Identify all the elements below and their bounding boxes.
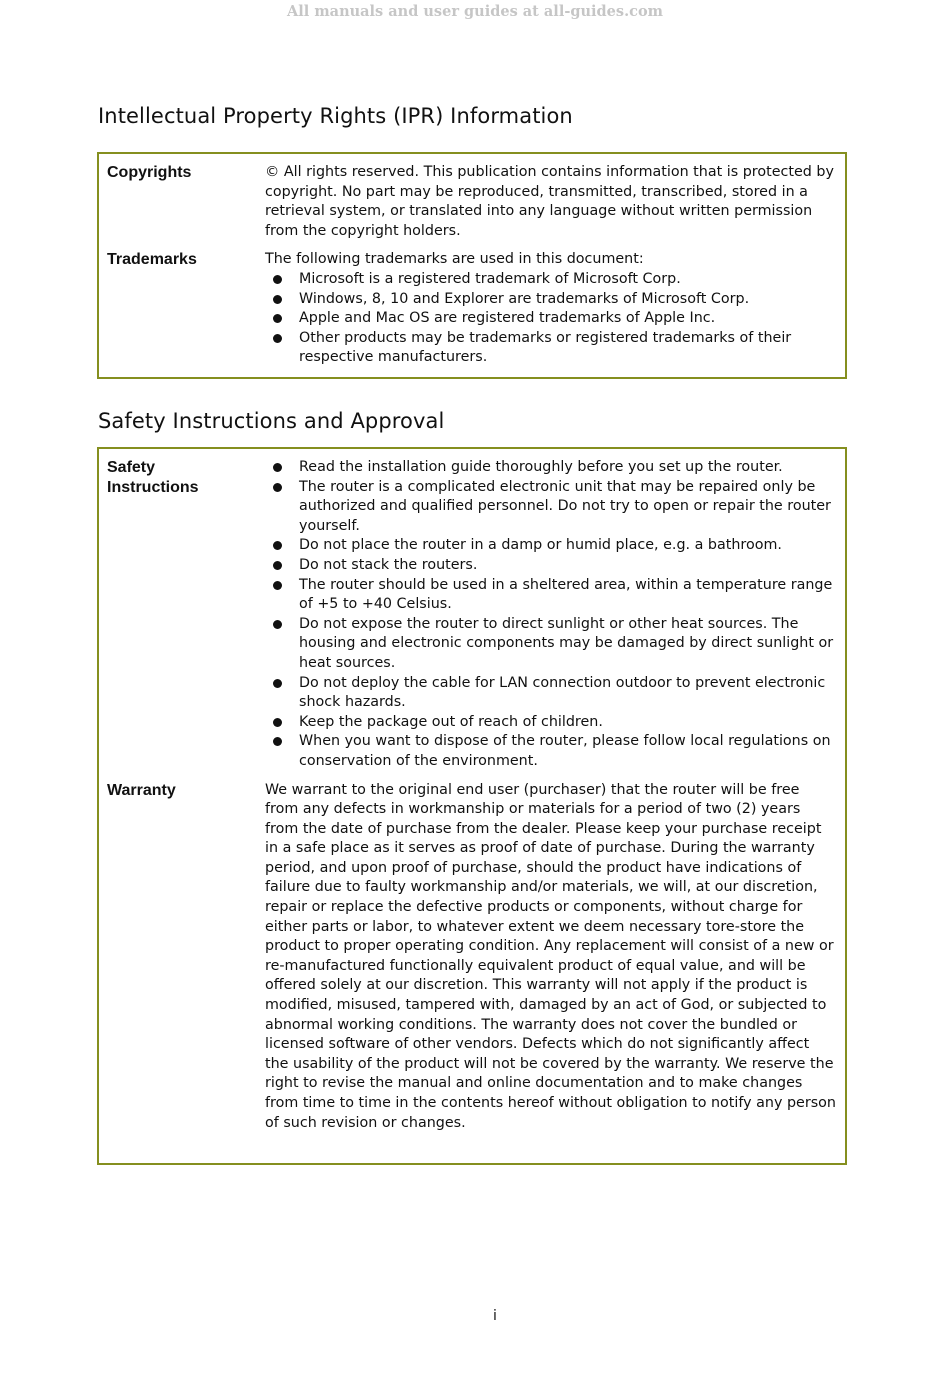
bullet-dot-icon (273, 275, 282, 284)
bullet-dot-icon (273, 737, 282, 746)
copyrights-label: Copyrights (107, 164, 192, 181)
safety-instructions-row (107, 458, 837, 772)
warranty-row (107, 781, 837, 1134)
bullet-dot-icon (273, 314, 282, 323)
bullet-dot-icon (273, 679, 282, 688)
bullet-dot-icon (273, 483, 282, 492)
bullet-dot-icon (273, 561, 282, 570)
bullet-dot-icon (273, 463, 282, 472)
list-item (265, 329, 837, 368)
safety-item-text: Do not deploy the cable for LAN connection outdoor to prevent electronic shock hazards. (299, 674, 826, 711)
safety-instructions-list (265, 458, 837, 772)
safety-item-text: Do not stack the routers. (299, 556, 478, 573)
warranty-label: Warranty (107, 781, 176, 799)
bullet-dot-icon (273, 581, 282, 590)
safety-item-text: Read the installation guide thoroughly before you set up the router. (299, 459, 783, 475)
list-item (265, 674, 837, 713)
trademarks-row (107, 250, 837, 368)
list-item (265, 478, 837, 537)
bullet-dot-icon (273, 541, 282, 550)
list-item (265, 290, 837, 310)
trademarks-content (265, 250, 837, 368)
list-item (265, 536, 837, 556)
trademark-item-text: Apple and Mac OS are registered trademarks of Apple Inc. (299, 310, 716, 327)
safety-item-text: The router should be used in a sheltered area, within a temperature range of +5 to +40 Celsius. (299, 576, 833, 613)
watermark-text: All manuals and user guides at all-guides.com (287, 3, 663, 20)
trademark-item-text: Other products may be trademarks or registered trademarks of their respective manufacturers. (299, 329, 792, 366)
safety-info-box (97, 447, 847, 1165)
ipr-info-box (97, 152, 847, 379)
list-item (265, 270, 837, 290)
trademarks-list (265, 270, 837, 368)
list-item (265, 309, 837, 329)
safety-item-text: Do not place the router in a damp or humid place, e.g. a bathroom. (299, 537, 782, 554)
trademarks-intro: The following trademarks are used in this document: (265, 251, 644, 268)
safety-item-text: When you want to dispose of the router, please follow local regulations on conservation of the environment. (299, 733, 831, 769)
list-item (265, 576, 837, 615)
trademark-item-text: Microsoft is a registered trademark of Microsoft Corp. (299, 270, 681, 287)
list-item (265, 556, 837, 576)
page-number: i (493, 1308, 497, 1324)
copyrights-content (265, 163, 837, 241)
warranty-text: We warrant to the original end user (purchaser) that the router will be free from any defects in workmanship or materials for a period of two (2) years from the date of purchase from the dealer. Please keep your purchase receipt in a safe place as it serves as proof of date of purchase. During the warranty period, and upon proof of purchase, should the product have indications of failure due to faulty workmanship and/or materials, we will, at our discretion, repair or replace the defective products or components, without charge for either parts or labor, to whatever extent we deem necessary tore-store the product to proper operating condition. Any replacement will consist of a new or re-manufactured functionally equivalent product of equal value, and will be offered solely at our discretion. This warranty will not apply if the product is modified, misused, tampered with, damaged by an act of God, or subjected to abnormal working conditions. The warranty does not cover the bundled or licensed software of other vendors. Defects which do not significantly affect the usability of the product will not be covered by the warranty. We reserve the right to revise the manual and online documentation and to make changes from time to time in the contents hereof without obligation to notify any person of such revision or changes. (265, 781, 836, 1131)
list-item (265, 615, 837, 674)
bullet-dot-icon (273, 620, 282, 629)
list-item (265, 713, 837, 733)
safety-instructions-label: Safety Instructions (107, 459, 199, 496)
safety-item-text: The router is a complicated electronic unit that may be repaired only be authorized and qualified personnel. Do not try to open or repair the router yourself. (299, 478, 831, 534)
list-item (265, 732, 837, 771)
safety-item-text: Keep the package out of reach of children. (299, 713, 603, 730)
trademark-item-text: Windows, 8, 10 and Explorer are trademarks of Microsoft Corp. (299, 290, 750, 307)
safety-section-heading: Safety Instructions and Approval (98, 409, 445, 433)
trademarks-label: Trademarks (107, 251, 197, 269)
bullet-dot-icon (273, 295, 282, 304)
safety-instructions-content (265, 458, 837, 772)
copyrights-text: © All rights reserved. This publication contains information that is protected by copyright. No part may be reproduced, transmitted, transcribed, stored in a retrieval system, or translated into any language without written permission from the copyright holders. (265, 164, 834, 239)
copyrights-row (107, 163, 837, 241)
ipr-section-heading: Intellectual Property Rights (IPR) Information (98, 104, 573, 128)
list-item (265, 458, 837, 478)
safety-item-text: Do not expose the router to direct sunlight or other heat sources. The housing and electronic components may be damaged by direct sunlight or heat sources. (299, 615, 834, 671)
warranty-content (265, 781, 837, 1134)
bullet-dot-icon (273, 334, 282, 343)
bullet-dot-icon (273, 718, 282, 727)
